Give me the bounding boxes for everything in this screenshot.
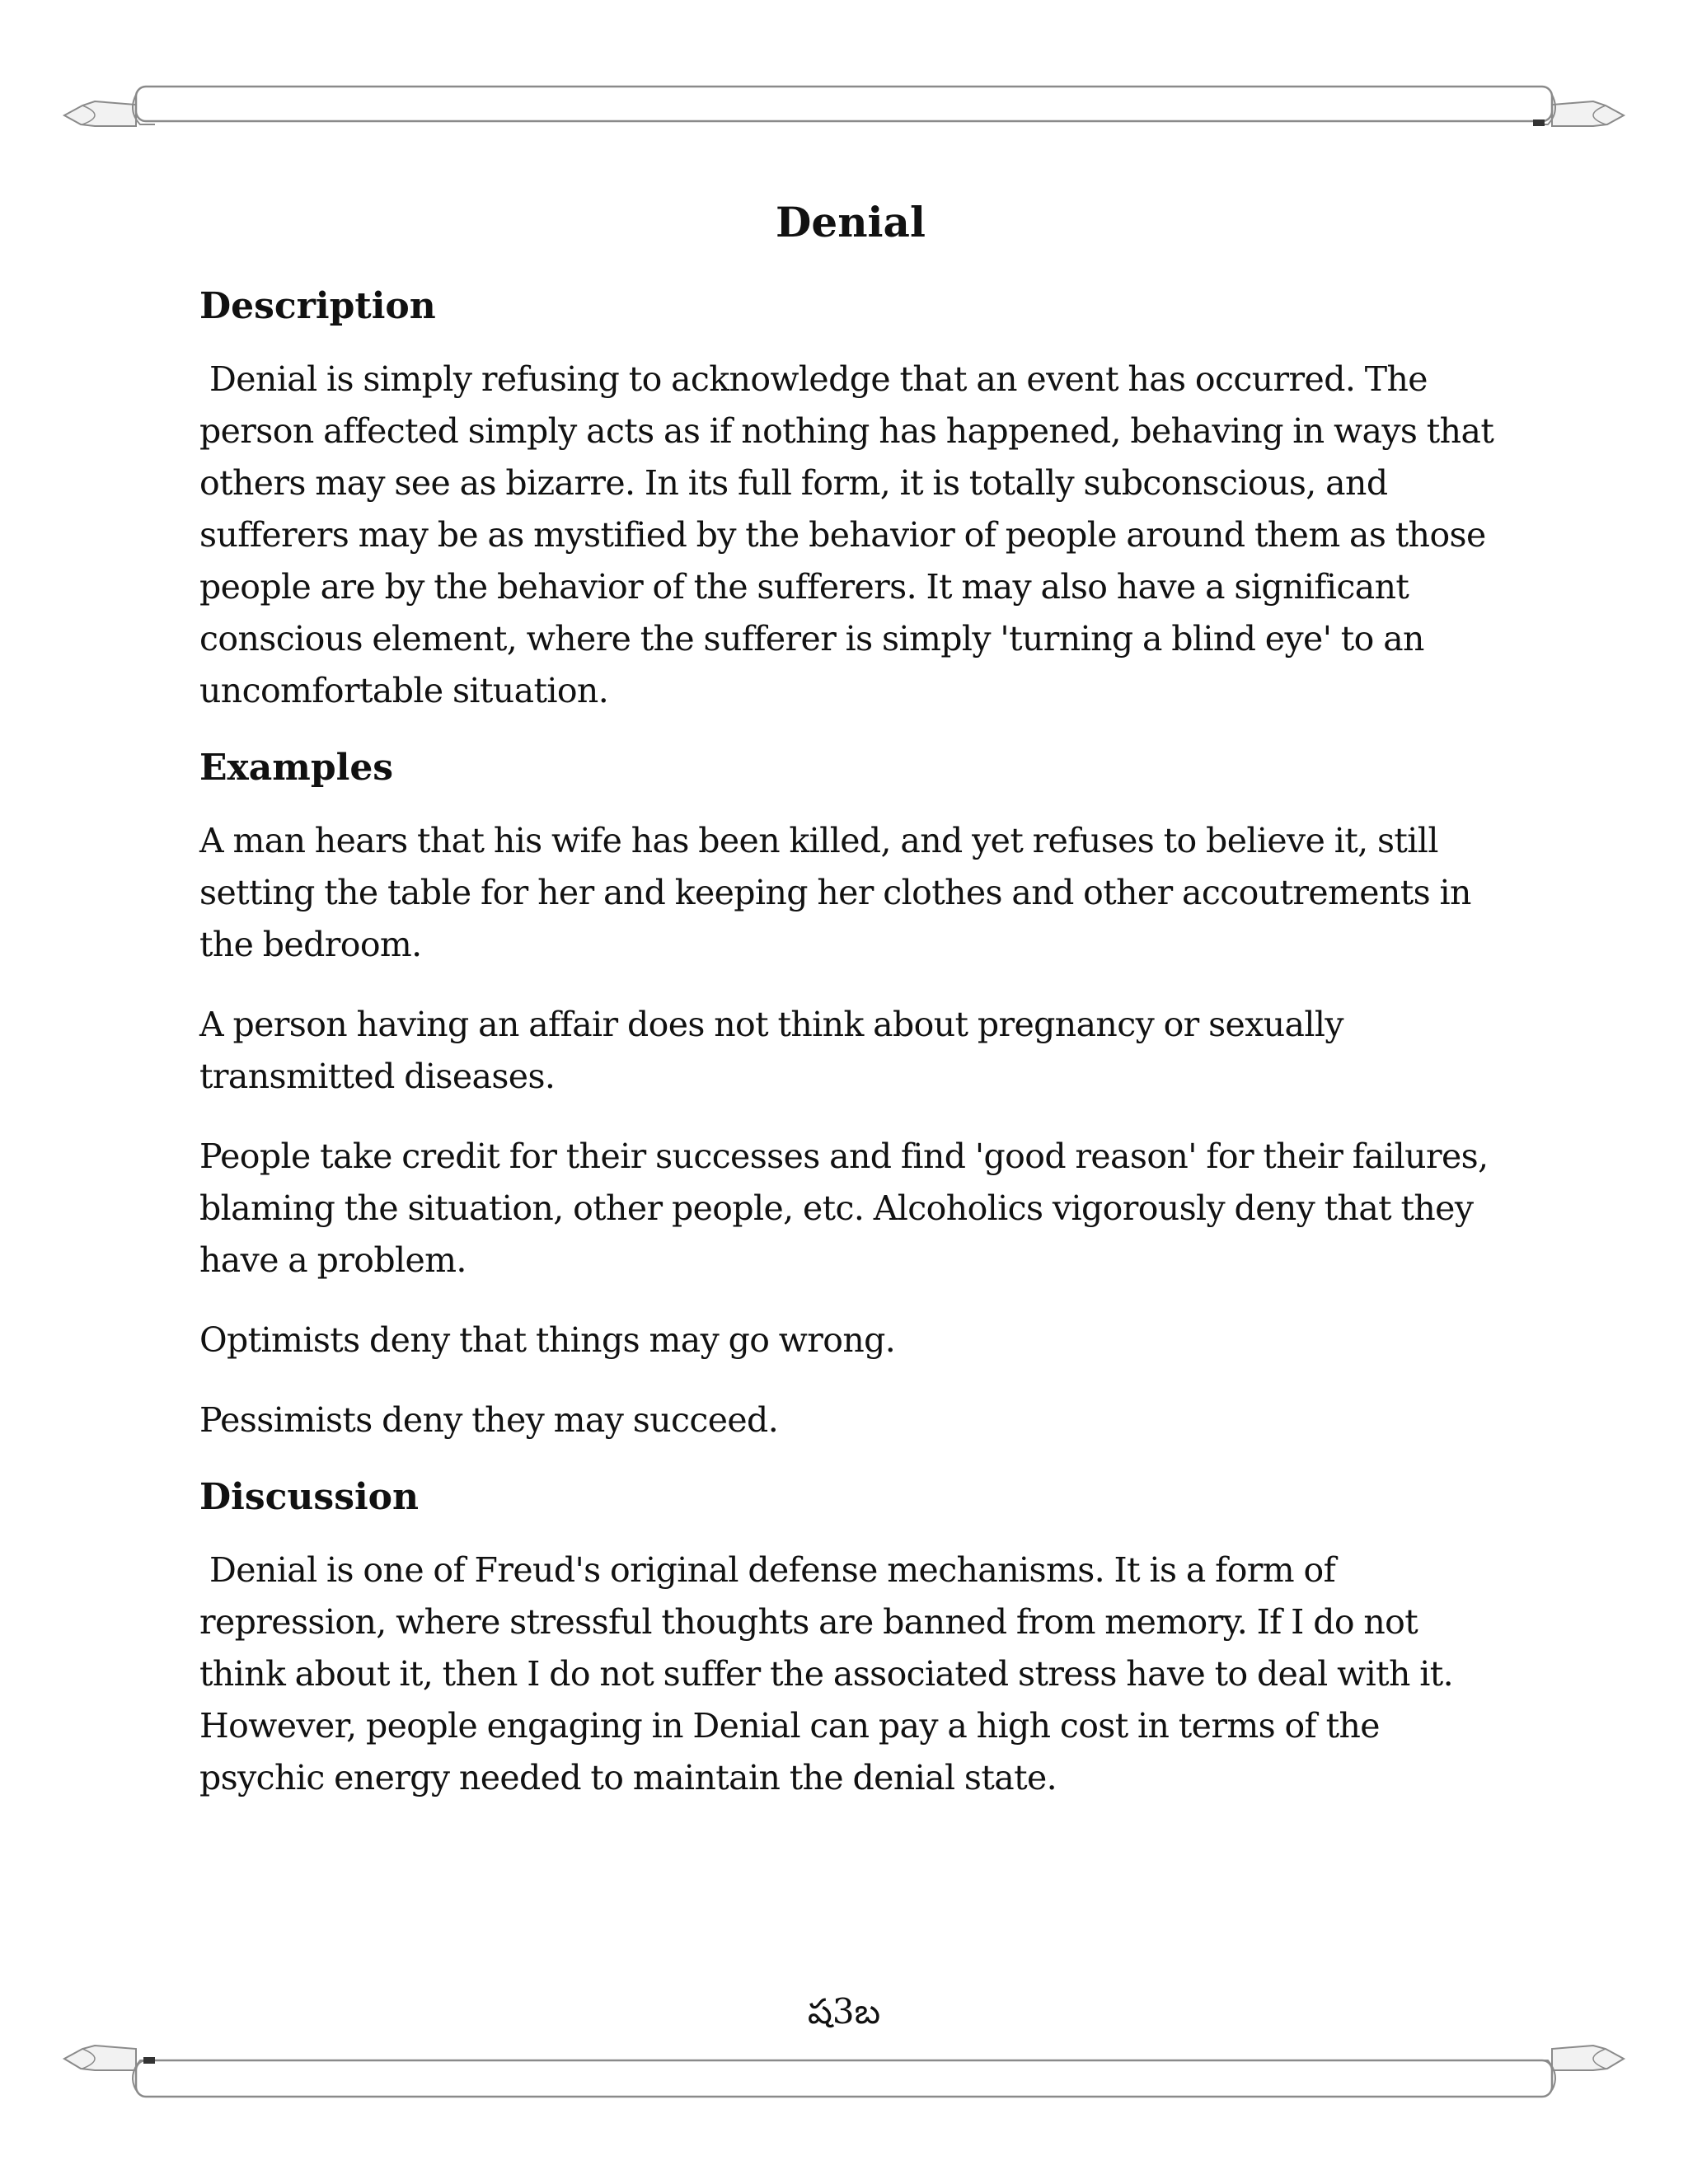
page-number bbox=[0, 1991, 1688, 2032]
ornament-left-icon: ష bbox=[807, 1991, 832, 2032]
example-paragraph-4: Optimists deny that things may go wrong. bbox=[199, 1320, 896, 1360]
section-description bbox=[199, 284, 1502, 717]
page-content bbox=[199, 198, 1502, 1832]
section-heading-description: Description bbox=[199, 285, 436, 327]
scroll-banner-icon bbox=[58, 2036, 1630, 2110]
section-examples bbox=[199, 745, 1502, 1446]
example-paragraph-5: Pessimists deny they may succeed. bbox=[199, 1400, 779, 1440]
bottom-scroll-banner bbox=[58, 2036, 1630, 2110]
section-discussion bbox=[199, 1474, 1502, 1804]
example-paragraph-1: A man hears that his wife has been killed, and yet refuses to believe it, still setting the table for her and keeping her clothes and other accoutrements in the bedroom. bbox=[199, 821, 1471, 964]
section-heading-examples: Examples bbox=[199, 747, 394, 789]
ornament-right-icon: బ bbox=[854, 1991, 881, 2032]
top-scroll-banner bbox=[58, 78, 1630, 152]
discussion-paragraph: Denial is one of Freud's original defense mechanisms. It is a form of repression, where stressful thoughts are banned from memory. If I do not think about it, then I do not suffer the associated stress have to deal with it. However, people engaging in Denial can pay a high cost in terms of the psychic energy needed to maintain the denial state. bbox=[199, 1550, 1454, 1797]
scroll-banner-icon bbox=[58, 78, 1630, 152]
example-paragraph-2: A person having an affair does not think about pregnancy or sexually transmitted diseases. bbox=[199, 1005, 1343, 1096]
page-number-value: 3 bbox=[832, 1991, 855, 2032]
description-paragraph: Denial is simply refusing to acknowledge that an event has occurred. The person affected simply acts as if nothing has happened, behaving in ways that others may see as bizarre. In its full form, it is totally subconscious, and sufferers may be as mystified by the behavior of people around them as those people are by the behavior of the sufferers. It may also have a significant conscious element, where the sufferer is simply 'turning a blind eye' to an uncomfortable situation. bbox=[199, 359, 1494, 710]
section-heading-discussion: Discussion bbox=[199, 1476, 420, 1518]
example-paragraph-3: People take credit for their successes and find 'good reason' for their failures, blaming the situation, other people, etc. Alcoholics vigorously deny that they have a problem. bbox=[199, 1137, 1489, 1280]
page-title: Denial bbox=[776, 198, 926, 246]
